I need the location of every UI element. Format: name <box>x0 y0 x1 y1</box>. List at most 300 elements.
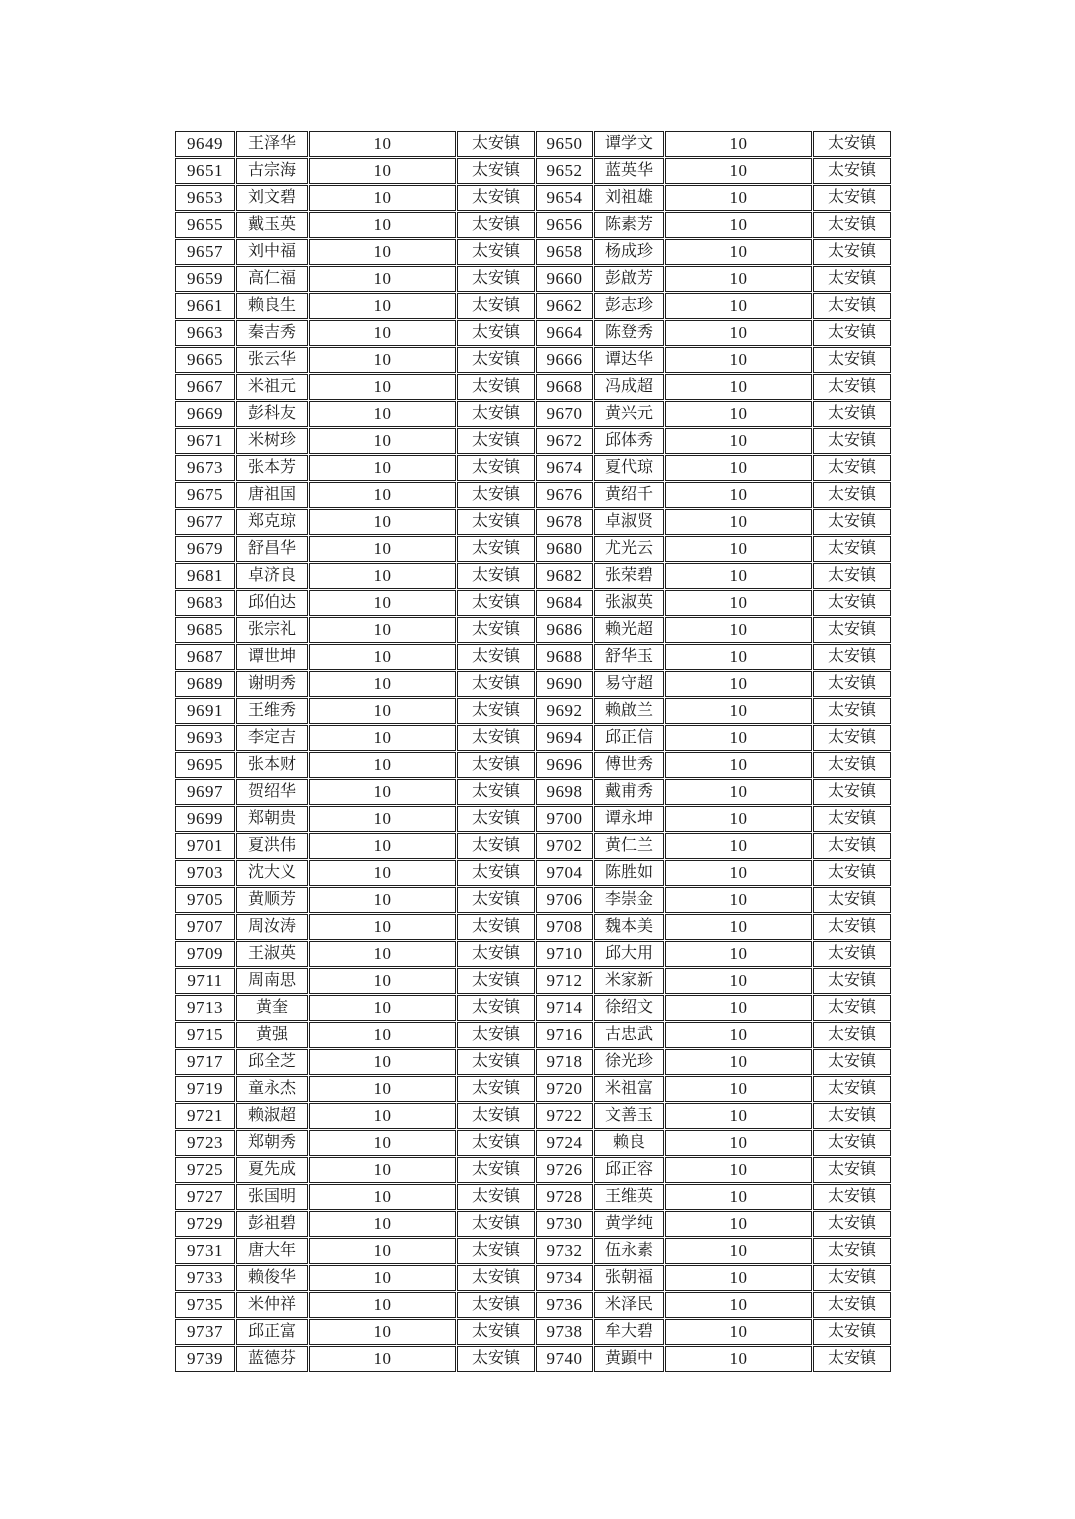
cell-town: 太安镇 <box>457 158 535 184</box>
cell-town: 太安镇 <box>813 1238 891 1264</box>
cell-name: 夏洪伟 <box>236 833 308 859</box>
cell-name: 彭科友 <box>236 401 308 427</box>
cell-amount: 10 <box>309 266 456 292</box>
cell-amount: 10 <box>665 968 812 994</box>
cell-name: 赖良 <box>594 1130 664 1156</box>
cell-town: 太安镇 <box>457 1184 535 1210</box>
cell-town: 太安镇 <box>457 1292 535 1318</box>
cell-serial: 9714 <box>536 995 593 1021</box>
cell-serial: 9690 <box>536 671 593 697</box>
table-row <box>175 1211 891 1237</box>
cell-serial: 9667 <box>175 374 235 400</box>
cell-serial: 9724 <box>536 1130 593 1156</box>
cell-name: 王泽华 <box>236 131 308 157</box>
cell-town: 太安镇 <box>813 1157 891 1183</box>
cell-town: 太安镇 <box>457 887 535 913</box>
cell-town: 太安镇 <box>457 482 535 508</box>
cell-amount: 10 <box>665 1049 812 1075</box>
cell-name: 米家新 <box>594 968 664 994</box>
cell-serial: 9715 <box>175 1022 235 1048</box>
cell-town: 太安镇 <box>457 509 535 535</box>
cell-town: 太安镇 <box>457 941 535 967</box>
cell-serial: 9664 <box>536 320 593 346</box>
cell-town: 太安镇 <box>813 1292 891 1318</box>
table-row <box>175 752 891 778</box>
table-row <box>175 1076 891 1102</box>
table-row <box>175 482 891 508</box>
cell-serial: 9711 <box>175 968 235 994</box>
cell-town: 太安镇 <box>457 1130 535 1156</box>
cell-town: 太安镇 <box>457 428 535 454</box>
cell-amount: 10 <box>309 131 456 157</box>
cell-town: 太安镇 <box>813 185 891 211</box>
cell-serial: 9691 <box>175 698 235 724</box>
cell-amount: 10 <box>309 563 456 589</box>
cell-serial: 9713 <box>175 995 235 1021</box>
cell-name: 黄强 <box>236 1022 308 1048</box>
cell-name: 黄学纯 <box>594 1211 664 1237</box>
cell-name: 张荣碧 <box>594 563 664 589</box>
cell-amount: 10 <box>665 347 812 373</box>
cell-serial: 9689 <box>175 671 235 697</box>
table-row <box>175 347 891 373</box>
cell-town: 太安镇 <box>813 347 891 373</box>
table-row <box>175 239 891 265</box>
cell-amount: 10 <box>309 752 456 778</box>
table-row <box>175 644 891 670</box>
cell-amount: 10 <box>309 1265 456 1291</box>
table-row <box>175 1103 891 1129</box>
cell-amount: 10 <box>309 455 456 481</box>
table-row <box>175 509 891 535</box>
cell-town: 太安镇 <box>813 698 891 724</box>
cell-amount: 10 <box>309 1292 456 1318</box>
cell-name: 邱大用 <box>594 941 664 967</box>
cell-serial: 9723 <box>175 1130 235 1156</box>
cell-name: 陈素芳 <box>594 212 664 238</box>
cell-serial: 9650 <box>536 131 593 157</box>
cell-serial: 9701 <box>175 833 235 859</box>
table-row <box>175 806 891 832</box>
cell-amount: 10 <box>309 482 456 508</box>
table-row <box>175 401 891 427</box>
cell-amount: 10 <box>665 1265 812 1291</box>
cell-name: 舒华玉 <box>594 644 664 670</box>
cell-town: 太安镇 <box>457 698 535 724</box>
cell-town: 太安镇 <box>813 1265 891 1291</box>
cell-serial: 9719 <box>175 1076 235 1102</box>
cell-amount: 10 <box>665 536 812 562</box>
cell-town: 太安镇 <box>813 401 891 427</box>
cell-serial: 9655 <box>175 212 235 238</box>
cell-town: 太安镇 <box>813 1022 891 1048</box>
cell-amount: 10 <box>309 347 456 373</box>
cell-amount: 10 <box>665 914 812 940</box>
cell-town: 太安镇 <box>813 563 891 589</box>
table-row <box>175 833 891 859</box>
cell-amount: 10 <box>665 698 812 724</box>
cell-amount: 10 <box>665 941 812 967</box>
cell-serial: 9702 <box>536 833 593 859</box>
cell-serial: 9674 <box>536 455 593 481</box>
cell-serial: 9704 <box>536 860 593 886</box>
cell-amount: 10 <box>309 509 456 535</box>
cell-amount: 10 <box>309 671 456 697</box>
cell-serial: 9739 <box>175 1346 235 1372</box>
cell-town: 太安镇 <box>457 374 535 400</box>
cell-serial: 9684 <box>536 590 593 616</box>
roster-body <box>175 131 891 1372</box>
cell-name: 高仁福 <box>236 266 308 292</box>
cell-serial: 9669 <box>175 401 235 427</box>
table-row <box>175 536 891 562</box>
cell-serial: 9653 <box>175 185 235 211</box>
cell-serial: 9661 <box>175 293 235 319</box>
cell-name: 易守超 <box>594 671 664 697</box>
cell-amount: 10 <box>309 860 456 886</box>
cell-amount: 10 <box>309 941 456 967</box>
table-row <box>175 185 891 211</box>
cell-town: 太安镇 <box>457 968 535 994</box>
cell-amount: 10 <box>309 806 456 832</box>
cell-name: 黄顕中 <box>594 1346 664 1372</box>
cell-name: 郑朝贵 <box>236 806 308 832</box>
cell-amount: 10 <box>665 995 812 1021</box>
cell-town: 太安镇 <box>457 1211 535 1237</box>
cell-name: 黄绍千 <box>594 482 664 508</box>
cell-serial: 9699 <box>175 806 235 832</box>
cell-name: 黄仁兰 <box>594 833 664 859</box>
cell-amount: 10 <box>665 887 812 913</box>
cell-serial: 9680 <box>536 536 593 562</box>
cell-name: 张本财 <box>236 752 308 778</box>
cell-name: 张淑英 <box>594 590 664 616</box>
cell-amount: 10 <box>309 401 456 427</box>
cell-serial: 9673 <box>175 455 235 481</box>
cell-name: 赖光超 <box>594 617 664 643</box>
cell-serial: 9732 <box>536 1238 593 1264</box>
cell-town: 太安镇 <box>813 266 891 292</box>
cell-name: 郑克琼 <box>236 509 308 535</box>
cell-serial: 9720 <box>536 1076 593 1102</box>
cell-name: 邱正容 <box>594 1157 664 1183</box>
cell-town: 太安镇 <box>457 401 535 427</box>
cell-name: 秦吉秀 <box>236 320 308 346</box>
cell-town: 太安镇 <box>813 671 891 697</box>
cell-amount: 10 <box>309 590 456 616</box>
cell-amount: 10 <box>665 482 812 508</box>
cell-town: 太安镇 <box>457 212 535 238</box>
cell-serial: 9657 <box>175 239 235 265</box>
cell-town: 太安镇 <box>457 563 535 589</box>
cell-town: 太安镇 <box>457 806 535 832</box>
cell-amount: 10 <box>309 1346 456 1372</box>
cell-name: 戴玉英 <box>236 212 308 238</box>
cell-name: 刘文碧 <box>236 185 308 211</box>
table-row <box>175 320 891 346</box>
cell-town: 太安镇 <box>457 536 535 562</box>
cell-serial: 9727 <box>175 1184 235 1210</box>
cell-serial: 9710 <box>536 941 593 967</box>
cell-town: 太安镇 <box>813 509 891 535</box>
cell-amount: 10 <box>309 725 456 751</box>
cell-town: 太安镇 <box>457 1319 535 1345</box>
cell-amount: 10 <box>309 914 456 940</box>
table-row <box>175 1346 891 1372</box>
table-row <box>175 455 891 481</box>
cell-name: 张朝福 <box>594 1265 664 1291</box>
cell-serial: 9685 <box>175 617 235 643</box>
cell-amount: 10 <box>309 374 456 400</box>
cell-serial: 9731 <box>175 1238 235 1264</box>
cell-amount: 10 <box>665 779 812 805</box>
cell-serial: 9670 <box>536 401 593 427</box>
cell-amount: 10 <box>309 293 456 319</box>
cell-town: 太安镇 <box>813 806 891 832</box>
cell-name: 邱正富 <box>236 1319 308 1345</box>
cell-name: 邱伯达 <box>236 590 308 616</box>
cell-serial: 9698 <box>536 779 593 805</box>
table-row <box>175 779 891 805</box>
cell-amount: 10 <box>665 185 812 211</box>
cell-town: 太安镇 <box>457 914 535 940</box>
cell-town: 太安镇 <box>813 1319 891 1345</box>
cell-amount: 10 <box>665 725 812 751</box>
cell-amount: 10 <box>665 1157 812 1183</box>
cell-name: 戴甫秀 <box>594 779 664 805</box>
cell-name: 冯成超 <box>594 374 664 400</box>
cell-amount: 10 <box>309 1103 456 1129</box>
cell-serial: 9679 <box>175 536 235 562</box>
cell-name: 贺绍华 <box>236 779 308 805</box>
cell-serial: 9656 <box>536 212 593 238</box>
cell-town: 太安镇 <box>457 1157 535 1183</box>
cell-name: 唐大年 <box>236 1238 308 1264</box>
cell-amount: 10 <box>309 617 456 643</box>
cell-serial: 9737 <box>175 1319 235 1345</box>
cell-town: 太安镇 <box>813 833 891 859</box>
cell-serial: 9681 <box>175 563 235 589</box>
cell-name: 沈大义 <box>236 860 308 886</box>
cell-amount: 10 <box>309 1211 456 1237</box>
table-row <box>175 131 891 157</box>
cell-name: 刘祖雄 <box>594 185 664 211</box>
cell-name: 古宗海 <box>236 158 308 184</box>
cell-town: 太安镇 <box>457 995 535 1021</box>
cell-serial: 9686 <box>536 617 593 643</box>
cell-town: 太安镇 <box>813 239 891 265</box>
cell-serial: 9716 <box>536 1022 593 1048</box>
table-row <box>175 887 891 913</box>
cell-serial: 9735 <box>175 1292 235 1318</box>
cell-town: 太安镇 <box>813 1211 891 1237</box>
cell-amount: 10 <box>309 1319 456 1345</box>
roster-table <box>174 130 892 1373</box>
cell-amount: 10 <box>665 671 812 697</box>
cell-name: 彭啟芳 <box>594 266 664 292</box>
cell-name: 米仲祥 <box>236 1292 308 1318</box>
cell-amount: 10 <box>665 320 812 346</box>
cell-name: 舒昌华 <box>236 536 308 562</box>
cell-name: 彭志珍 <box>594 293 664 319</box>
cell-serial: 9688 <box>536 644 593 670</box>
cell-amount: 10 <box>309 995 456 1021</box>
cell-name: 周汝涛 <box>236 914 308 940</box>
table-row <box>175 914 891 940</box>
cell-serial: 9718 <box>536 1049 593 1075</box>
cell-serial: 9659 <box>175 266 235 292</box>
cell-serial: 9676 <box>536 482 593 508</box>
cell-serial: 9692 <box>536 698 593 724</box>
cell-serial: 9660 <box>536 266 593 292</box>
cell-name: 陈登秀 <box>594 320 664 346</box>
table-row <box>175 590 891 616</box>
cell-amount: 10 <box>309 968 456 994</box>
cell-serial: 9729 <box>175 1211 235 1237</box>
cell-name: 彭祖碧 <box>236 1211 308 1237</box>
table-row <box>175 1265 891 1291</box>
cell-name: 张本芳 <box>236 455 308 481</box>
cell-serial: 9671 <box>175 428 235 454</box>
cell-name: 赖良生 <box>236 293 308 319</box>
cell-amount: 10 <box>665 860 812 886</box>
cell-serial: 9740 <box>536 1346 593 1372</box>
cell-amount: 10 <box>309 239 456 265</box>
cell-town: 太安镇 <box>457 1049 535 1075</box>
cell-town: 太安镇 <box>813 860 891 886</box>
cell-serial: 9728 <box>536 1184 593 1210</box>
cell-name: 黄奎 <box>236 995 308 1021</box>
cell-name: 谢明秀 <box>236 671 308 697</box>
cell-town: 太安镇 <box>813 158 891 184</box>
cell-serial: 9658 <box>536 239 593 265</box>
cell-amount: 10 <box>309 1130 456 1156</box>
table-row <box>175 1238 891 1264</box>
cell-serial: 9695 <box>175 752 235 778</box>
cell-serial: 9726 <box>536 1157 593 1183</box>
table-row <box>175 1022 891 1048</box>
table-row <box>175 563 891 589</box>
cell-town: 太安镇 <box>457 131 535 157</box>
cell-name: 米泽民 <box>594 1292 664 1318</box>
cell-name: 古忠武 <box>594 1022 664 1048</box>
cell-name: 李崇金 <box>594 887 664 913</box>
table-row <box>175 698 891 724</box>
cell-town: 太安镇 <box>813 752 891 778</box>
cell-amount: 10 <box>665 401 812 427</box>
cell-name: 刘中福 <box>236 239 308 265</box>
cell-serial: 9706 <box>536 887 593 913</box>
cell-amount: 10 <box>309 887 456 913</box>
cell-amount: 10 <box>665 1346 812 1372</box>
cell-amount: 10 <box>665 239 812 265</box>
cell-name: 卓淑贤 <box>594 509 664 535</box>
cell-name: 邱全芝 <box>236 1049 308 1075</box>
cell-amount: 10 <box>665 266 812 292</box>
cell-serial: 9725 <box>175 1157 235 1183</box>
cell-town: 太安镇 <box>457 1103 535 1129</box>
table-row <box>175 266 891 292</box>
cell-town: 太安镇 <box>813 914 891 940</box>
cell-name: 徐光珍 <box>594 1049 664 1075</box>
cell-serial: 9665 <box>175 347 235 373</box>
cell-serial: 9717 <box>175 1049 235 1075</box>
cell-name: 黄顺芳 <box>236 887 308 913</box>
table-row <box>175 212 891 238</box>
cell-town: 太安镇 <box>813 968 891 994</box>
cell-town: 太安镇 <box>813 779 891 805</box>
cell-amount: 10 <box>665 1076 812 1102</box>
cell-serial: 9736 <box>536 1292 593 1318</box>
cell-town: 太安镇 <box>813 1346 891 1372</box>
cell-amount: 10 <box>309 1184 456 1210</box>
cell-amount: 10 <box>309 644 456 670</box>
cell-amount: 10 <box>309 212 456 238</box>
cell-town: 太安镇 <box>813 644 891 670</box>
cell-town: 太安镇 <box>813 212 891 238</box>
cell-serial: 9693 <box>175 725 235 751</box>
cell-name: 张宗礼 <box>236 617 308 643</box>
cell-serial: 9738 <box>536 1319 593 1345</box>
cell-town: 太安镇 <box>457 293 535 319</box>
cell-name: 米树珍 <box>236 428 308 454</box>
table-row <box>175 293 891 319</box>
cell-town: 太安镇 <box>813 887 891 913</box>
cell-serial: 9654 <box>536 185 593 211</box>
cell-name: 张国明 <box>236 1184 308 1210</box>
cell-amount: 10 <box>309 428 456 454</box>
table-row <box>175 941 891 967</box>
cell-town: 太安镇 <box>457 1346 535 1372</box>
cell-town: 太安镇 <box>457 320 535 346</box>
cell-name: 魏本美 <box>594 914 664 940</box>
cell-name: 赖啟兰 <box>594 698 664 724</box>
cell-amount: 10 <box>665 1319 812 1345</box>
table-row <box>175 1157 891 1183</box>
cell-name: 蓝德芬 <box>236 1346 308 1372</box>
cell-serial: 9651 <box>175 158 235 184</box>
cell-serial: 9703 <box>175 860 235 886</box>
cell-name: 王淑英 <box>236 941 308 967</box>
cell-name: 米祖富 <box>594 1076 664 1102</box>
table-row <box>175 995 891 1021</box>
table-row <box>175 1184 891 1210</box>
cell-amount: 10 <box>665 1292 812 1318</box>
cell-amount: 10 <box>309 320 456 346</box>
cell-name: 郑朝秀 <box>236 1130 308 1156</box>
cell-amount: 10 <box>665 590 812 616</box>
cell-name: 陈胜如 <box>594 860 664 886</box>
cell-amount: 10 <box>665 1211 812 1237</box>
cell-town: 太安镇 <box>457 266 535 292</box>
cell-town: 太安镇 <box>457 590 535 616</box>
cell-name: 谭世坤 <box>236 644 308 670</box>
cell-town: 太安镇 <box>813 374 891 400</box>
cell-serial: 9709 <box>175 941 235 967</box>
cell-name: 周南思 <box>236 968 308 994</box>
cell-name: 伍永素 <box>594 1238 664 1264</box>
cell-serial: 9672 <box>536 428 593 454</box>
cell-amount: 10 <box>309 1049 456 1075</box>
cell-amount: 10 <box>309 158 456 184</box>
cell-serial: 9708 <box>536 914 593 940</box>
cell-amount: 10 <box>665 131 812 157</box>
cell-name: 米祖元 <box>236 374 308 400</box>
cell-name: 牟大碧 <box>594 1319 664 1345</box>
table-row <box>175 617 891 643</box>
cell-amount: 10 <box>665 212 812 238</box>
cell-serial: 9734 <box>536 1265 593 1291</box>
